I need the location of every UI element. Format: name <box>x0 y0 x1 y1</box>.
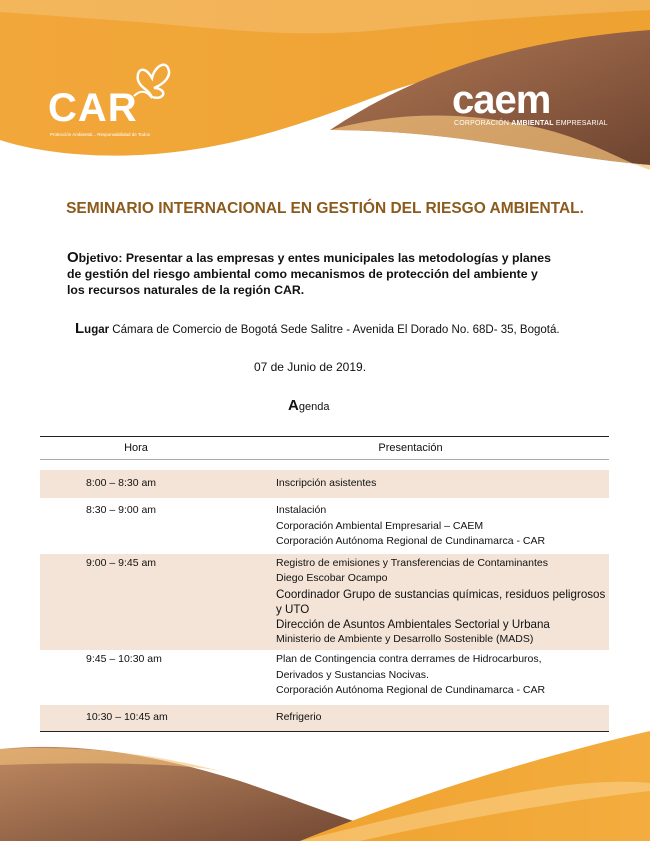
row-presentation <box>276 503 609 550</box>
table-row <box>40 650 609 705</box>
objective-text: : Presentar a las empresas y entes municipales las metodologías y planes de gestión del riesgo ambiental como mecanismos de protección del ambiente y los recursos naturales de la región CAR. <box>67 251 551 297</box>
row-presentation <box>276 710 609 726</box>
agenda-table-header <box>40 437 609 460</box>
agenda-table <box>40 436 609 732</box>
location-initial: L <box>75 320 85 337</box>
table-row <box>40 554 609 651</box>
document-title: SEMINARIO INTERNACIONAL EN GESTIÓN DEL RIESGO AMBIENTAL. <box>66 200 584 217</box>
agenda-heading <box>288 397 329 414</box>
presentation-line: Registro de emisiones y Transferencias de Contaminantes <box>276 556 548 569</box>
footer-wave-decoration <box>0 731 650 841</box>
car-logo <box>48 60 178 140</box>
caem-sub-prefix: CORPORACIÓN <box>454 120 512 127</box>
location-paragraph <box>75 320 635 337</box>
row-presentation <box>276 556 609 648</box>
presentation-line: Corporación Autónoma Regional de Cundinamarca - CAR <box>276 684 546 696</box>
row-time: 8:30 – 9:00 am <box>86 504 157 516</box>
agenda-heading-rest: genda <box>298 401 330 413</box>
location-text: Cámara de Comercio de Bogotá Sede Salitre - Avenida El Dorado No. 68D- 35, Bogotá. <box>109 324 560 336</box>
table-row <box>40 705 609 731</box>
objective-paragraph <box>67 250 557 298</box>
row-presentation <box>276 476 609 492</box>
car-logo-tagline: Protección Ambiental... Responsabilidad de Todos <box>50 132 150 137</box>
row-time: 9:45 – 10:30 am <box>86 653 162 665</box>
agenda-heading-initial: A <box>288 397 299 414</box>
caem-sub-bold: AMBIENTAL <box>511 120 554 127</box>
table-row <box>40 498 609 554</box>
row-presentation <box>276 652 609 699</box>
presentation-line: Corporación Ambiental Empresarial – CAEM <box>276 519 484 532</box>
caem-logo <box>452 78 608 132</box>
caem-sub-suffix: EMPRESARIAL <box>553 120 608 127</box>
objective-initial: O <box>67 249 79 266</box>
presentation-line: Instalación <box>276 504 327 516</box>
column-header-hour: Hora <box>124 442 148 454</box>
presentation-line: Corporación Autónoma Regional de Cundinamarca - CAR <box>276 535 546 547</box>
presentation-line: Coordinador Grupo de sustancias químicas, residuos peligrosos y UTO <box>276 587 606 616</box>
table-row <box>40 470 609 498</box>
car-logo-text: CAR <box>48 86 138 130</box>
row-time: 8:00 – 8:30 am <box>86 477 157 490</box>
objective-label: bjetivo <box>78 251 119 265</box>
column-header-presentation: Presentación <box>378 442 443 454</box>
presentation-line: Inscripción asistentes <box>276 477 377 490</box>
presentation-line: Refrigerio <box>276 710 322 723</box>
event-date: 07 de Junio de 2019. <box>253 360 367 374</box>
row-time: 10:30 – 10:45 am <box>86 710 168 723</box>
location-label: ugar <box>84 324 110 336</box>
caem-logo-text: caem <box>452 78 551 122</box>
presentation-line: Diego Escobar Ocampo <box>276 572 388 584</box>
presentation-line: Dirección de Asuntos Ambientales Sectorial y Urbana <box>276 617 550 631</box>
agenda-spacer <box>40 460 609 470</box>
presentation-line: Ministerio de Ambiente y Desarrollo Sostenible (MADS) <box>276 632 534 645</box>
presentation-line: Plan de Contingencia contra derrames de Hidrocarburos, Derivados y Sustancias Nocivas. <box>276 653 542 681</box>
caem-logo-subtitle <box>454 120 608 127</box>
row-time: 9:00 – 9:45 am <box>86 556 157 569</box>
